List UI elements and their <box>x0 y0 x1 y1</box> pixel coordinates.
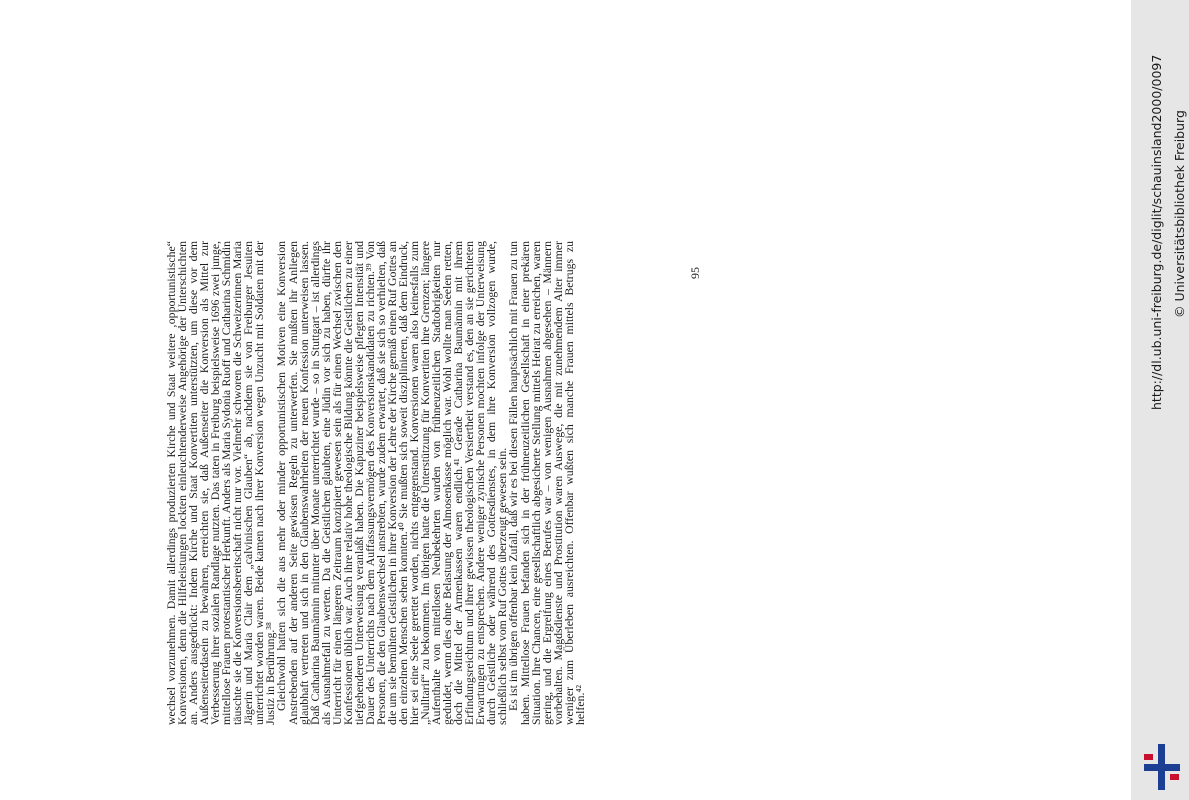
paragraph-2: Gleichwohl hatten sich die aus mehr oder minder opportunistischen Motiven eine Konversion Anstrebenden auf der anderen Seite gewissen Regeln zu unterwerfen. Sie mußten ihr Anliegen glaubhaft vertreten und sich in den Glaubenswahrheiten der neuen Konfession unterweisen lassen. Daß Catharina Baumännin mitunter über Monate unterrichtet wurde – so in Stuttgart – ist allerdings als Ausnahmefall zu werten. Da die Geistlichen glaubten, eine Jüdin vor sich zu haben, dürfte ihr Unterricht für einen längeren Zeitraum konzipiert gewesen sein als für einen Wechsel zwischen den Konfessionen üblich war. Auch ihre relativ hohe theologische Bildung könnte die Geistlichen zu einer tiefgehenderen Unterweisung veranlaßt haben. Die Kapuziner beispielsweise pflegten Intensität und Dauer des Unterrichts nach dem Auffassungsvermögen des Konversionskandidaten zu richten.³⁹ Von Personen, die den Glaubenswechsel anstrebten, wurde zudem erwartet, daß sie sich so verhielten, daß die um sie bemühten Geistlichen in ihrer Konversion der Lehre der Kirche gemäß einen Ruf Gottes an den einzelnen Menschen sehen konnten.⁴⁰ Sie mußten sich soweit disziplinieren, daß dem Eindruck, hier sei eine Seele gerettet worden, nichts entgegenstand. Konversionen waren also keinesfalls zum „Nulltarif“ zu bekommen. Im übrigen hatte die Unterstützung für Konvertiten ihre Grenzen; längere Aufenthalte von mittellosen Neubekehrten wurden von frühneuzeitlichen Stadtobrigkeiten nur geduldet, wenn dies ohne Belastung der Almosenkasse möglich war. Wohl wollte man Seelen retten, doch die Mittel der Armenkassen waren endlich.⁴¹ Gerade Catharina Baumännin mit ihrem Erfindungsreichtum und ihrer gewissen theologischen Versiertheit verstand es, den an sie gerichteten Erwartungen zu entsprechen. Andere weniger zynische Personen mochten infolge der Unterweisung durch Geistliche oder während des Gottesdienstes, in dem ihre Konversion vollzogen wurde, schließlich selbst vom Ruf Gottes überzeugt gewesen sein. <box>274 241 510 725</box>
logo-red-mark-left <box>1144 754 1153 760</box>
source-url-link[interactable]: http://dl.ub.uni-freiburg.de/diglit/schauinsland2000/0097 <box>1149 54 1164 410</box>
book-page <box>166 75 906 725</box>
paragraph-3: Es ist im übrigen offenbar kein Zufall, daß wir es bei diesen Fällen hauptsächlich mit Frauen zu tun haben. Mittellose Frauen befanden sich in der frühneuzeitlichen Gesellschaft in einer prekären Situation. Ihre Chancen, eine gesellschaftlich abgesicherte Stellung mittels Heirat zu erreichen, waren gering, und die Ergreifung eines Berufes war – von wenigen Ausnahmen abgesehen – Männern vorbehalten. Magdsdienste und Prostitution waren Auswege, die mit zunehmendem Alter immer weniger zum Überleben ausreichten. Offenbar wußten sich manche Frauen mittels Betrugs zu helfen.⁴² <box>506 241 587 725</box>
logo-red-mark-right <box>1170 774 1179 780</box>
logo-horizontal-bar <box>1144 764 1180 771</box>
library-logo-icon <box>1141 744 1183 790</box>
paragraph-1: wechsel vorzunehmen. Damit allerdings produzierten Kirche und Staat weitere ‚opportunistische“ Konversionen, denn die Hilfeleistungen lockten einleuchtenderweise Angehörige der Unterschichten an. Anders ausgedrückt: Indem Kirche und Staat Konvertiten unterstützten, um diese vor dem Außenseiterdasein zu bewahren, erreichten sie, daß Außenseiter die Konversion als Mittel zur Verbesserung ihrer sozialen Randlage nutzten. Das taten in Freiburg beispielsweise 1696 zwei junge, mittellose Frauen protestantischer Herkunft. Anders als Maria Sydonia Ruoff und Catharina Schmidin täuschte sie die Konversionsbereitschaft nicht nur vor. Vielmehr schworen die Schweizerinnen Maria Jägerin und Maria Clair dem „calvinischen Glauben“ ab, nachdem sie von Freiburger Jesuiten unterrichtet worden waren. Beide kamen nach ihrer Konversion wegen Unzucht mit Soldaten mit der Justiz in Berührung.³⁸ <box>164 241 278 725</box>
body-text <box>166 241 586 725</box>
page-number: 95 <box>688 267 702 279</box>
copyright-notice: © Universitätsbibliothek Freiburg <box>1172 110 1187 318</box>
